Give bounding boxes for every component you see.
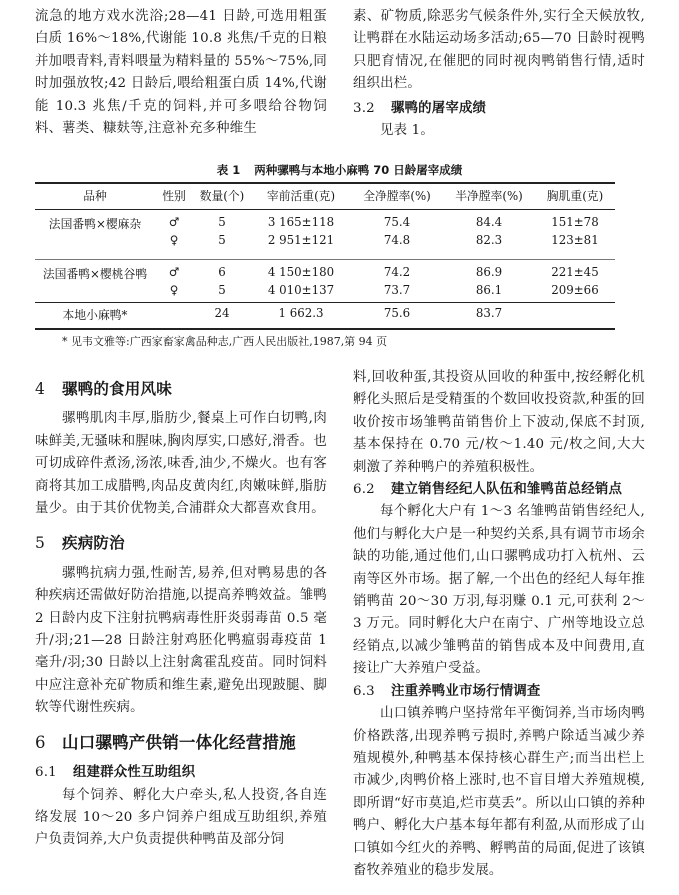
section-6-1-heading: [35, 762, 327, 784]
section-title: 骡鸭的食用风味: [62, 380, 172, 398]
table-footnote: * 见韦文雅等:广西家畜家禽品种志,广西人民出版社,1987,第 94 页: [62, 335, 388, 348]
live-weight-cell: 3 165±118: [267, 215, 335, 229]
semi-eviscerated-rate-cell: 82.3: [475, 233, 503, 247]
section-title: 注重养鸭业市场行情调查: [391, 683, 541, 699]
bottom-left-column: [35, 370, 327, 852]
section-title: 建立销售经纪人队伍和雏鸭苗总经销点: [391, 482, 623, 498]
section-title: 疾病防治: [62, 534, 125, 553]
table-bottom-rule: [35, 328, 615, 330]
semi-eviscerated-rate-cell: 86.9: [475, 265, 503, 279]
count-cell: 6: [218, 265, 226, 279]
section-number: 6.3: [353, 683, 375, 699]
table-group-rule: [35, 259, 615, 260]
eviscerated-rate-cell: 75.6: [383, 306, 411, 320]
sex-cell: ♂: [168, 215, 180, 229]
live-weight-cell: 1 662.3: [278, 306, 324, 320]
breast-weight-cell: 123±81: [551, 233, 599, 247]
section-number: 5: [35, 534, 46, 553]
section-3-2-heading: [353, 98, 645, 120]
breast-weight-cell: 221±45: [551, 265, 599, 279]
table-row: [35, 233, 615, 251]
section-6-heading: [35, 732, 327, 754]
disease-paragraph: 骡鸭抗病力强,性耐苦,易养,但对鸭易患的各种疾病还需做好防治措施,以提高养鸭效益。雏鸭 2 日龄内皮下注射抗鸭病毒性肝炎弱毒苗 0.5 毫升/羽;21—28 日龄注射鸡胚化鸭瘟弱毒疫苗 1 毫升/羽;30 日龄以上注射禽霍乱疫苗。同时饲料中应注意补充矿物质和维生素,避免出现跛腿、脚软等代谢性疾病。: [35, 565, 327, 716]
table-caption: [0, 162, 679, 178]
live-weight-cell: 4 010±137: [267, 283, 335, 297]
sex-cell: ♂: [168, 265, 180, 279]
section-title: 山口骡鸭产供销一体化经营措施: [62, 732, 296, 752]
breed-cell: 本地小麻鸭*: [62, 308, 128, 322]
live-weight-cell: 2 951±121: [267, 233, 335, 247]
top-left-column: [35, 6, 327, 140]
count-cell: 5: [218, 215, 226, 229]
section-number: 4: [35, 380, 46, 398]
table-row: [35, 265, 615, 283]
section-5-heading: [35, 532, 327, 554]
eviscerated-rate-cell: 75.4: [383, 215, 411, 229]
feeding-paragraph-continued: 素、矿物质,除恶劣气候条件外,实行全天候放牧,让鸭群在水陆运动场多活动;65—70 日龄时视鸭只肥育情况,在催肥的同时视肉鸭销售行情,适时组织出栏。: [353, 9, 645, 92]
breed-cell: 法国番鸭×樱桃谷鸭: [42, 267, 148, 281]
header-cell: 半净膛率(%): [455, 189, 523, 203]
breed-cell: 法国番鸭×樱麻杂: [48, 217, 142, 231]
section-number: 6: [35, 732, 46, 752]
eviscerated-rate-cell: 74.8: [383, 233, 411, 247]
header-cell: 性别: [162, 189, 186, 203]
semi-eviscerated-rate-cell: 83.7: [475, 306, 503, 320]
feeding-paragraph: 流急的地方戏水洗浴;28—41 日龄,可选用粗蛋白质 16%～18%,代谢能 10.8 兆焦/千克的日粮并加喂青料,青料喂量为精料量的 55%～75%,同时加强放牧;42 日龄后,喂给粗蛋白质 14%,代谢能 10.3 兆焦/千克的饲料,并可多喂给谷物饲料、薯类、糠麸等,注意补充多种维生: [35, 9, 327, 137]
market-survey-paragraph: 山口镇养鸭户坚持常年平衡饲养,当市场肉鸭价格跌落,出现养鸭亏损时,养鸭户除适当减少养殖规模外,种鸭基本保持核心群生产;而当出栏上市减少,肉鸭价格上涨时,也不盲目增大养殖规模,即所谓“好市莫追,烂市莫丢”。所以山口镇的养种鸭户、孵化大户基本每年都有利盈,从而形成了山口镇如今红火的养鸭、孵鸭苗的局面,促进了该镇畜牧养殖业的稳步发展。: [353, 706, 645, 878]
eviscerated-rate-cell: 74.2: [383, 265, 411, 279]
section-number: 6.2: [353, 482, 375, 498]
breast-weight-cell: 209±66: [551, 283, 599, 297]
see-table-text: 见表 1。: [380, 123, 434, 139]
bottom-right-column: [353, 367, 645, 882]
mutual-aid-paragraph: 每个饲养、孵化大户牵头,私人投资,各自连络发展 10～20 多户饲养户组成互助组织,养殖户负责饲养,大户负责提供种鸭苗及部分饲: [35, 787, 327, 848]
header-cell: 品种: [83, 189, 107, 203]
semi-eviscerated-rate-cell: 86.1: [475, 283, 503, 297]
table-row: [35, 306, 615, 324]
table-title: 两种骡鸭与本地小麻鸭 70 日龄屠宰成绩: [254, 163, 463, 177]
header-cell: 全净膛率(%): [363, 189, 431, 203]
section-title: 组建群众性互助组织: [73, 765, 196, 781]
top-right-column: [353, 6, 645, 142]
breast-weight-cell: 151±78: [551, 215, 599, 229]
table-header-rule: [35, 209, 615, 210]
live-weight-cell: 4 150±180: [267, 265, 335, 279]
section-6-2-heading: [353, 479, 645, 501]
table-rule: [35, 302, 615, 303]
count-cell: 24: [214, 306, 230, 320]
flavor-paragraph: 骡鸭肌肉丰厚,脂肪少,餐桌上可作白切鸭,肉味鲜美,无骚味和腥味,胸肉厚实,口感好,滑香。也可切成碎件煮汤,汤浓,味香,油少,不燥火。也有客商将其加工成腊鸭,肉品皮黄肉红,肉嫩味鲜,脂肪量少。由于其价优物美,合浦群众大都喜欢食用。: [35, 411, 327, 517]
section-4-heading: [35, 378, 327, 400]
semi-eviscerated-rate-cell: 84.4: [475, 215, 503, 229]
table-top-rule: [35, 182, 615, 184]
section-number: 3.2: [353, 100, 375, 116]
section-6-3-heading: [353, 681, 645, 703]
section-number: 6.1: [35, 765, 57, 781]
count-cell: 5: [218, 233, 226, 247]
header-cell: 胸肌重(克): [546, 189, 604, 203]
header-cell: 数量(个): [199, 189, 245, 203]
table-header-row: [35, 187, 615, 205]
table-number: 表 1: [216, 163, 241, 177]
count-cell: 5: [218, 283, 226, 297]
sex-cell: ♀: [169, 283, 179, 297]
sex-cell: ♀: [169, 233, 179, 247]
section-title: 骡鸭的屠宰成绩: [391, 100, 487, 116]
header-cell: 宰前活重(克): [266, 189, 336, 203]
results-table: [35, 182, 615, 332]
mutual-aid-paragraph-continued: 料,回收种蛋,其投资从回收的种蛋中,按经孵化机孵化头照后是受精蛋的个数回收投资款,种蛋的回收价按市场雏鸭苗销售价上下波动,保底不封顶,基本保持在 0.70 元/枚～1.40 元/枚之间,大大刺激了养种鸭户的养殖积极性。: [353, 370, 645, 475]
table-row: [35, 283, 615, 301]
sales-agent-paragraph: 每个孵化大户有 1～3 名雏鸭苗销售经纪人,他们与孵化大户是一种契约关系,具有调节市场余缺的功能,通过他们,山口骡鸭成功打入杭州、云南等区外市场。据了解,一个出色的经纪人每年推销鸭苗 20～30 万羽,每羽赚 0.1 元,可获利 2～3 万元。同时孵化大户在南宁、广州等地设立总经销点,以减少雏鸭苗的销售成本及中间费用,直接让广大养殖户受益。: [353, 504, 645, 677]
table-row: [35, 215, 615, 233]
eviscerated-rate-cell: 73.7: [383, 283, 411, 297]
